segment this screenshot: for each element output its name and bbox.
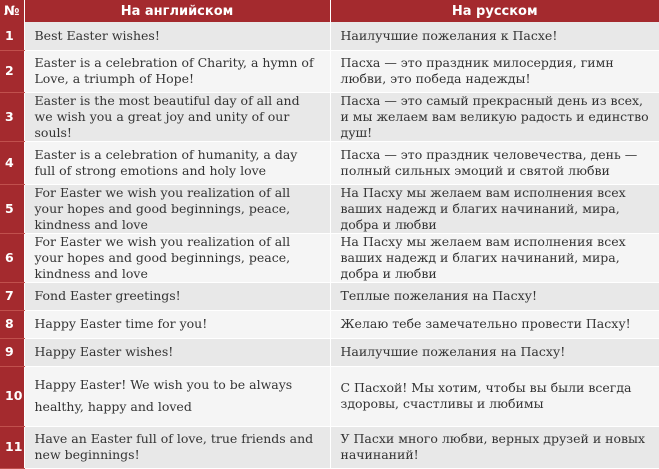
- english-phrase: Easter is the most beautiful day of all and we wish you a great joy and unity of our souls!: [24, 92, 330, 141]
- russian-phrase: Наилучшие пожелания к Пасхе!: [330, 22, 659, 50]
- english-phrase: Happy Easter! We wish you to be always healthy, happy and loved: [24, 366, 330, 426]
- row-number: 10: [0, 366, 24, 426]
- row-number: 6: [0, 233, 24, 282]
- russian-phrase: У Пасхи много любви, верных друзей и новых начинаний!: [330, 426, 659, 468]
- english-phrase: Have an Easter full of love, true friends and new beginnings!: [24, 426, 330, 468]
- english-phrase: Best Easter wishes!: [24, 22, 330, 50]
- table-row: [0, 141, 659, 184]
- english-phrase: Happy Easter wishes!: [24, 338, 330, 366]
- row-number: 9: [0, 338, 24, 366]
- english-column-header: На английском: [24, 0, 330, 22]
- russian-phrase: Пасха — это праздник милосердия, гимн любви, это победа надежды!: [330, 50, 659, 92]
- row-number: 8: [0, 310, 24, 338]
- table-row: [0, 426, 659, 468]
- russian-phrase: Теплые пожелания на Пасху!: [330, 282, 659, 310]
- row-number: 1: [0, 22, 24, 50]
- row-number: 5: [0, 184, 24, 233]
- russian-phrase: Наилучшие пожелания на Пасху!: [330, 338, 659, 366]
- english-phrase: Easter is a celebration of Charity, a hymn of Love, a triumph of Hope!: [24, 50, 330, 92]
- header-row: [0, 0, 659, 22]
- table-header: [0, 0, 659, 22]
- table-row: [0, 366, 659, 426]
- english-phrase: Easter is a celebration of humanity, a day full of strong emotions and holy love: [24, 141, 330, 184]
- english-phrase: For Easter we wish you realization of all your hopes and good beginnings, peace, kindness and love: [24, 184, 330, 233]
- number-column-header: №: [0, 0, 24, 22]
- row-number: 2: [0, 50, 24, 92]
- table-row: [0, 338, 659, 366]
- table-row: [0, 282, 659, 310]
- table-row: [0, 92, 659, 141]
- table-row: [0, 184, 659, 233]
- row-number: 7: [0, 282, 24, 310]
- russian-phrase: На Пасху мы желаем вам исполнения всех ваших надежд и благих начинаний, мира, добра и любви: [330, 233, 659, 282]
- table-row: [0, 22, 659, 50]
- row-number: 4: [0, 141, 24, 184]
- russian-phrase: Желаю тебе замечательно провести Пасху!: [330, 310, 659, 338]
- table-row: [0, 310, 659, 338]
- table-row: [0, 233, 659, 282]
- english-phrase: Fond Easter greetings!: [24, 282, 330, 310]
- english-phrase: For Easter we wish you realization of all your hopes and good beginnings, peace, kindness and love: [24, 233, 330, 282]
- russian-phrase: На Пасху мы желаем вам исполнения всех ваших надежд и благих начинаний, мира, добра и любви: [330, 184, 659, 233]
- english-phrase: Happy Easter time for you!: [24, 310, 330, 338]
- table-body: [0, 22, 659, 468]
- row-number: 3: [0, 92, 24, 141]
- russian-phrase: Пасха — это праздник человечества, день — полный сильных эмоций и святой любви: [330, 141, 659, 184]
- table-row: [0, 50, 659, 92]
- row-number: 11: [0, 426, 24, 468]
- russian-phrase: С Пасхой! Мы хотим, чтобы вы были всегда здоровы, счастливы и любимы: [330, 366, 659, 426]
- russian-phrase: Пасха — это самый прекрасный день из всех, и мы желаем вам великую радость и единство душ!: [330, 92, 659, 141]
- russian-column-header: На русском: [330, 0, 659, 22]
